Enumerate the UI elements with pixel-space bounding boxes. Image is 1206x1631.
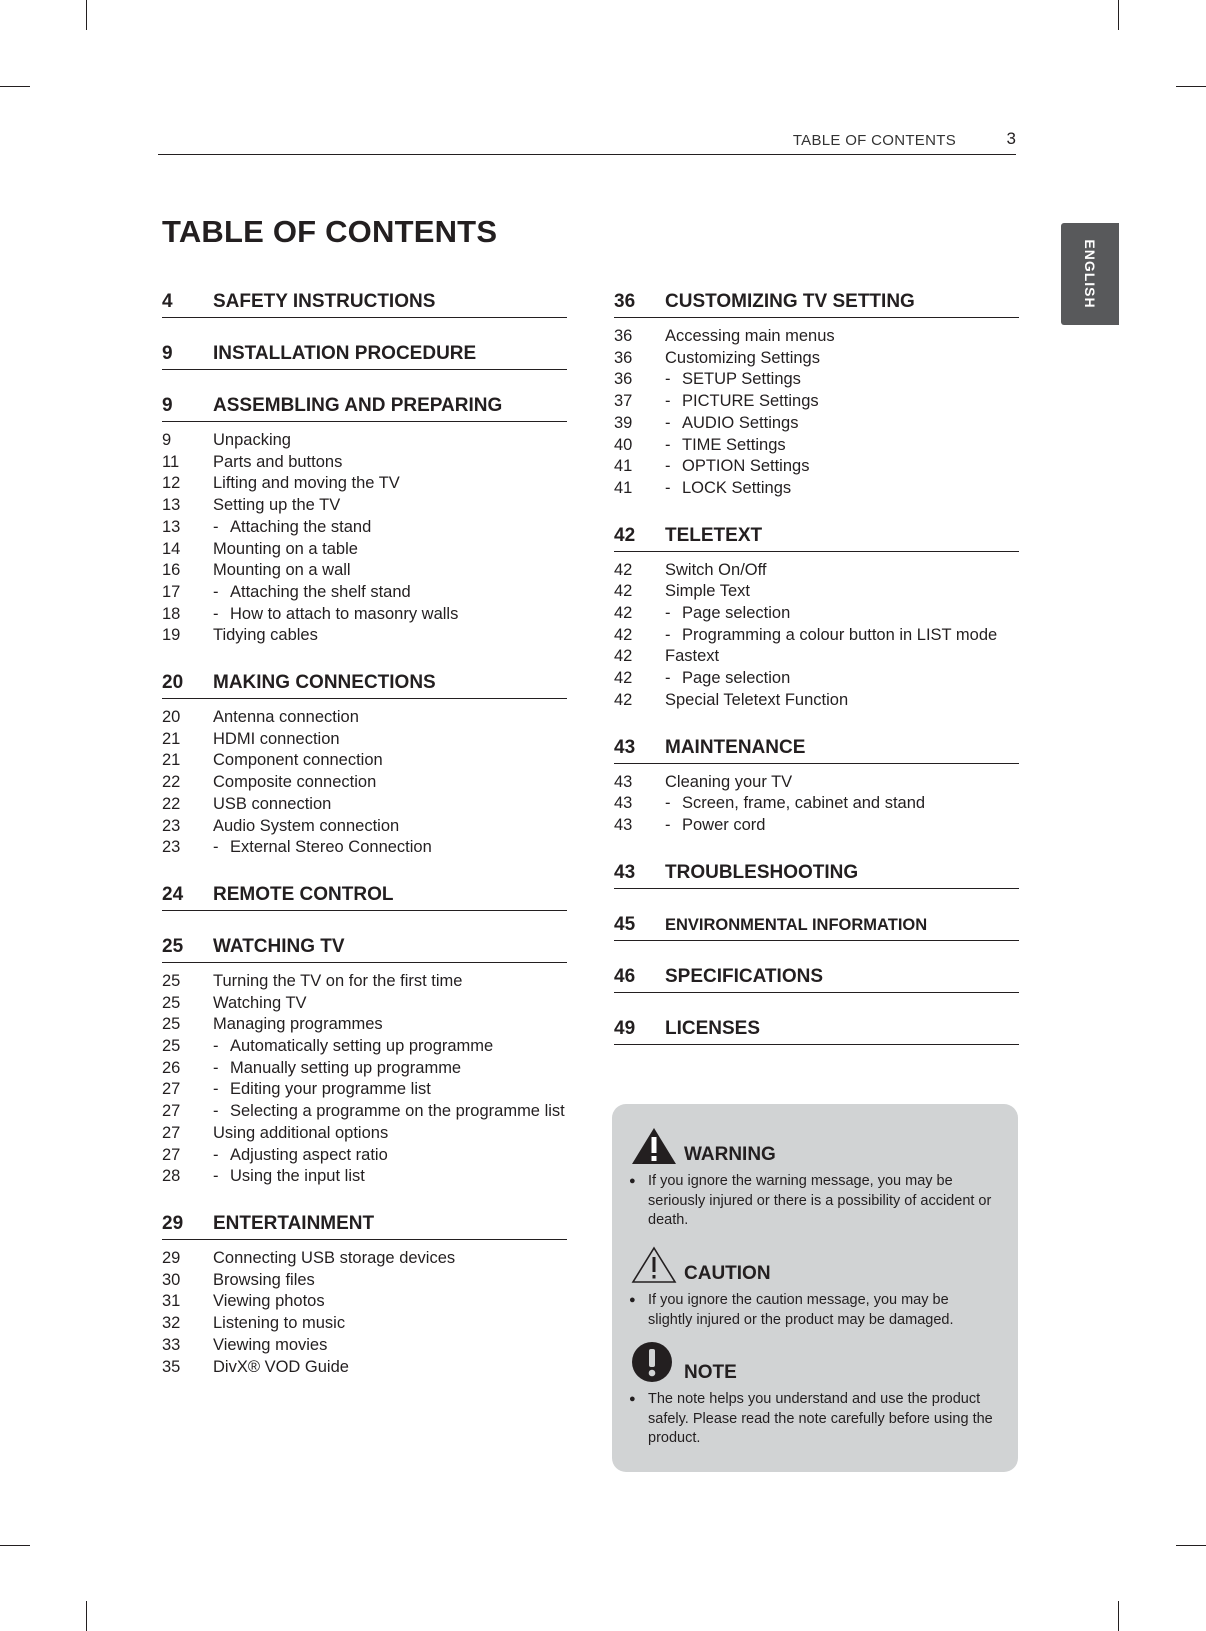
entry-text: USB connection: [213, 794, 332, 813]
note-icon: [630, 1340, 674, 1384]
toc-subentry[interactable]: [162, 582, 567, 604]
toc-subentry[interactable]: [614, 478, 1019, 500]
toc-entry[interactable]: [162, 452, 567, 474]
toc-subentry[interactable]: [614, 369, 1019, 391]
section-heading[interactable]: [614, 737, 1019, 764]
entry-text: - SETUP Settings: [665, 369, 1019, 391]
entry-text: Audio System connection: [213, 816, 400, 835]
section-heading[interactable]: [162, 291, 567, 318]
entry-text: Viewing movies: [213, 1335, 328, 1354]
section-page-number: 9: [162, 395, 173, 416]
entry-page-number: 35: [162, 1357, 181, 1376]
entry-page-number: 36: [614, 348, 633, 367]
toc-section: [614, 914, 1019, 941]
running-title: TABLE OF CONTENTS: [792, 132, 956, 149]
section-title: INSTALLATION PROCEDURE: [213, 343, 477, 364]
entry-text: Using additional options: [213, 1123, 389, 1142]
toc-subentry[interactable]: [614, 668, 1019, 690]
entry-page-number: 41: [614, 478, 633, 497]
entry-text: Listening to music: [213, 1314, 346, 1333]
toc-subentry[interactable]: [614, 815, 1019, 837]
entry-page-number: 25: [162, 993, 181, 1012]
toc-entry[interactable]: [162, 971, 567, 993]
note-text: ● The note helps you understand and use the product safely. Please read the note carefully before using the product.: [648, 1390, 994, 1449]
toc-entry[interactable]: [614, 581, 1019, 603]
toc-section: [614, 966, 1019, 993]
toc-section: [614, 1018, 1019, 1045]
entry-page-number: 13: [162, 496, 181, 515]
caution-icon: [630, 1245, 678, 1285]
toc-entry[interactable]: [162, 539, 567, 561]
toc-left-column: [162, 291, 567, 1403]
toc-entry[interactable]: [162, 1270, 567, 1292]
entry-page-number: 36: [614, 327, 633, 345]
caution-text: ● If you ignore the caution message, you may be slightly injured or the product may be damaged.: [648, 1291, 994, 1330]
toc-entry[interactable]: [162, 1014, 567, 1036]
section-page-number: 43: [614, 861, 636, 883]
entry-page-number: 43: [614, 815, 633, 834]
entry-text: Special Teletext Function: [665, 690, 849, 709]
entry-text: - AUDIO Settings: [665, 413, 1019, 435]
section-title: SPECIFICATIONS: [665, 965, 823, 987]
entry-page-number: 42: [614, 604, 633, 623]
entry-text: - Manually setting up programme: [213, 1058, 567, 1080]
entry-page-number: 42: [614, 582, 633, 601]
toc-entry[interactable]: [162, 430, 567, 452]
toc-subentry[interactable]: [162, 1036, 567, 1058]
section-title: WATCHING TV: [213, 935, 345, 957]
entry-text: Turning the TV on for the first time: [213, 971, 463, 990]
toc-entry[interactable]: [162, 772, 567, 794]
running-header: [158, 128, 1016, 155]
toc-subentry[interactable]: [614, 413, 1019, 435]
entry-page-number: 16: [162, 561, 181, 580]
section-page-number: 45: [614, 913, 636, 935]
section-title: LICENSES: [665, 1017, 761, 1039]
entry-text: HDMI connection: [213, 729, 340, 748]
toc-entry[interactable]: [162, 816, 567, 838]
warning-icon: [630, 1126, 678, 1166]
section-title: REMOTE CONTROL: [213, 883, 394, 905]
section-page-number: 20: [162, 672, 184, 694]
entry-page-number: 12: [162, 474, 181, 493]
entry-page-number: 36: [614, 370, 633, 389]
entry-text: Viewing photos: [213, 1292, 325, 1311]
toc-section: [162, 395, 567, 647]
note-notice: [612, 1344, 1018, 1449]
toc-entry[interactable]: [162, 1357, 567, 1379]
entry-page-number: 23: [162, 838, 181, 857]
crop-mark: [1118, 1601, 1119, 1631]
entry-page-number: 33: [162, 1335, 181, 1354]
warning-notice: [612, 1126, 1018, 1231]
section-heading[interactable]: [162, 343, 567, 370]
section-page-number: 24: [162, 883, 184, 905]
entry-text: Watching TV: [213, 993, 307, 1012]
entry-text: Cleaning your TV: [665, 772, 793, 791]
entry-page-number: 42: [614, 690, 633, 709]
section-page-number: 42: [614, 524, 636, 546]
entry-text: - Selecting a programme on the programme list: [213, 1101, 567, 1123]
entry-text: - OPTION Settings: [665, 456, 1019, 478]
entry-text: - Page selection: [665, 668, 1019, 690]
entry-text: - TIME Settings: [665, 435, 1019, 457]
warning-text: ● If you ignore the warning message, you may be seriously injured or there is a possibility of accident or death.: [648, 1172, 994, 1231]
entry-text: Component connection: [213, 751, 383, 770]
section-page-number: 49: [614, 1017, 636, 1039]
toc-section: [614, 737, 1019, 837]
crop-mark: [86, 0, 87, 30]
toc-entry[interactable]: [162, 1335, 567, 1357]
toc-entry[interactable]: [614, 690, 1019, 712]
toc-subentry[interactable]: [162, 1166, 567, 1188]
section-page-number: 46: [614, 965, 636, 987]
section-page-number: 29: [162, 1212, 184, 1234]
toc-section: [162, 291, 567, 318]
toc-entry[interactable]: [162, 1123, 567, 1145]
entry-page-number: 39: [614, 413, 633, 432]
entry-page-number: 27: [162, 1145, 181, 1164]
entry-text: Accessing main menus: [665, 327, 835, 345]
section-page-number: 36: [614, 291, 636, 312]
entry-page-number: 25: [162, 1037, 181, 1056]
entry-text: Browsing files: [213, 1270, 315, 1289]
language-tab: [1061, 223, 1119, 325]
crop-mark: [1176, 1545, 1206, 1546]
section-title: ENVIRONMENTAL INFORMATION: [665, 915, 928, 934]
entry-page-number: 42: [614, 625, 633, 644]
entry-page-number: 37: [614, 392, 633, 411]
warning-title: WARNING: [684, 1144, 776, 1165]
entry-text: Lifting and moving the TV: [213, 474, 400, 493]
toc-subentry[interactable]: [614, 435, 1019, 457]
entry-text: Mounting on a table: [213, 539, 358, 558]
toc-entry[interactable]: [162, 625, 567, 647]
toc-section: [162, 884, 567, 911]
entry-page-number: 42: [614, 647, 633, 666]
entry-text: Tidying cables: [213, 626, 318, 645]
section-heading[interactable]: [162, 936, 567, 963]
entry-text: DivX® VOD Guide: [213, 1357, 349, 1376]
entry-text: - Adjusting aspect ratio: [213, 1145, 567, 1167]
entry-text: - Using the input list: [213, 1166, 567, 1188]
section-title: SAFETY INSTRUCTIONS: [213, 291, 436, 312]
page-title: TABLE OF CONTENTS: [162, 214, 498, 249]
entry-page-number: 30: [162, 1270, 181, 1289]
section-heading[interactable]: [162, 884, 567, 911]
toc-entry[interactable]: [162, 707, 567, 729]
entry-text: - Programming a colour button in LIST mode: [665, 625, 1019, 647]
toc-section: [614, 862, 1019, 889]
entry-page-number: 40: [614, 435, 633, 454]
entry-text: Switch On/Off: [665, 560, 767, 579]
entry-page-number: 29: [162, 1248, 181, 1267]
toc-subentry[interactable]: [614, 603, 1019, 625]
caution-notice: [612, 1245, 1018, 1330]
entry-text: Managing programmes: [213, 1015, 383, 1034]
section-page-number: 4: [162, 291, 173, 312]
entry-page-number: 42: [614, 560, 633, 579]
entry-page-number: 14: [162, 539, 181, 558]
crop-mark: [1176, 86, 1206, 87]
toc-subentry[interactable]: [162, 517, 567, 539]
toc-entry[interactable]: [614, 348, 1019, 370]
toc-section: [614, 291, 1019, 500]
toc-subentry[interactable]: [162, 1058, 567, 1080]
entry-text: Unpacking: [213, 431, 291, 449]
section-heading[interactable]: [614, 291, 1019, 318]
entry-text: Simple Text: [665, 582, 750, 601]
section-title: TROUBLESHOOTING: [665, 861, 859, 883]
section-heading[interactable]: [614, 862, 1019, 889]
section-heading[interactable]: [614, 966, 1019, 993]
entry-page-number: 21: [162, 729, 181, 748]
language-tab-label: ENGLISH: [1082, 239, 1098, 309]
entry-text: - How to attach to masonry walls: [213, 604, 567, 626]
caution-title: CAUTION: [684, 1263, 771, 1284]
toc-section: [162, 936, 567, 1188]
entry-text: - Page selection: [665, 603, 1019, 625]
entry-page-number: 32: [162, 1314, 181, 1333]
toc-section: [614, 525, 1019, 712]
entry-page-number: 20: [162, 708, 181, 727]
section-heading[interactable]: [162, 672, 567, 699]
section-page-number: 9: [162, 343, 173, 364]
toc-entry[interactable]: [614, 646, 1019, 668]
toc-subentry[interactable]: [614, 793, 1019, 815]
entry-page-number: 41: [614, 457, 633, 476]
entry-page-number: 25: [162, 1015, 181, 1034]
entry-text: Connecting USB storage devices: [213, 1248, 456, 1267]
toc-entry[interactable]: [162, 794, 567, 816]
crop-mark: [86, 1601, 87, 1631]
entry-page-number: 27: [162, 1102, 181, 1121]
entry-text: - Automatically setting up programme: [213, 1036, 567, 1058]
toc-entry[interactable]: [614, 326, 1019, 348]
entry-text: - Editing your programme list: [213, 1079, 567, 1101]
entry-page-number: 42: [614, 669, 633, 688]
toc-entry[interactable]: [162, 473, 567, 495]
section-page-number: 43: [614, 736, 636, 758]
entry-page-number: 26: [162, 1058, 181, 1077]
toc-entry[interactable]: [162, 1313, 567, 1335]
entry-page-number: 27: [162, 1123, 181, 1142]
entry-page-number: 21: [162, 751, 181, 770]
toc-subentry[interactable]: [162, 1145, 567, 1167]
entry-page-number: 17: [162, 582, 181, 601]
section-title: CUSTOMIZING TV SETTING: [665, 291, 915, 312]
entry-text: Customizing Settings: [665, 348, 820, 367]
entry-page-number: 23: [162, 816, 181, 835]
entry-text: Setting up the TV: [213, 496, 341, 515]
toc-subentry[interactable]: [162, 604, 567, 626]
entry-text: - External Stereo Connection: [213, 837, 567, 859]
crop-mark: [1118, 0, 1119, 30]
toc-subentry[interactable]: [614, 391, 1019, 413]
section-title: MAINTENANCE: [665, 736, 806, 758]
entry-page-number: 27: [162, 1080, 181, 1099]
section-title: TELETEXT: [665, 524, 763, 546]
entry-text: - Screen, frame, cabinet and stand: [665, 793, 1019, 815]
section-title: MAKING CONNECTIONS: [213, 672, 436, 694]
toc-subentry[interactable]: [614, 625, 1019, 647]
entry-page-number: 22: [162, 794, 181, 813]
entry-text: - Attaching the shelf stand: [213, 582, 567, 604]
toc-entry[interactable]: [162, 993, 567, 1015]
toc-entry[interactable]: [162, 729, 567, 751]
toc-entry[interactable]: [162, 1291, 567, 1313]
toc-right-column: [614, 291, 1019, 1070]
entry-text: - Attaching the stand: [213, 517, 567, 539]
entry-text: Mounting on a wall: [213, 561, 351, 580]
notice-box: [612, 1104, 1018, 1472]
section-heading[interactable]: [162, 395, 567, 422]
toc-entry[interactable]: [614, 772, 1019, 794]
toc-section: [162, 672, 567, 859]
toc-entry[interactable]: [162, 495, 567, 517]
entry-page-number: 25: [162, 971, 181, 990]
entry-text: - Power cord: [665, 815, 1019, 837]
toc-entry[interactable]: [162, 1248, 567, 1270]
toc-section: [162, 343, 567, 370]
entry-page-number: 19: [162, 626, 181, 645]
section-heading[interactable]: [162, 1213, 567, 1240]
toc-entry[interactable]: [614, 560, 1019, 582]
crop-mark: [0, 1545, 30, 1546]
toc-entry[interactable]: [162, 750, 567, 772]
toc-entry[interactable]: [162, 560, 567, 582]
page-number: 3: [1006, 129, 1016, 148]
entry-page-number: 11: [162, 452, 180, 471]
entry-text: Parts and buttons: [213, 452, 343, 471]
entry-page-number: 9: [162, 431, 172, 449]
toc-subentry[interactable]: [162, 837, 567, 859]
section-page-number: 25: [162, 935, 184, 957]
section-heading[interactable]: [614, 525, 1019, 552]
crop-mark: [0, 86, 30, 87]
toc-subentry[interactable]: [614, 456, 1019, 478]
toc-section: [162, 1213, 567, 1378]
entry-text: Antenna connection: [213, 708, 359, 727]
entry-text: - LOCK Settings: [665, 478, 1019, 500]
entry-page-number: 31: [162, 1292, 181, 1311]
entry-page-number: 43: [614, 772, 633, 791]
entry-page-number: 22: [162, 773, 181, 792]
section-title: ASSEMBLING AND PREPARING: [213, 395, 503, 416]
entry-page-number: 43: [614, 794, 633, 813]
entry-text: - PICTURE Settings: [665, 391, 1019, 413]
toc-subentry[interactable]: [162, 1079, 567, 1101]
entry-page-number: 18: [162, 604, 181, 623]
entry-page-number: 28: [162, 1167, 181, 1186]
section-title: ENTERTAINMENT: [213, 1212, 375, 1234]
entry-text: Composite connection: [213, 773, 377, 792]
section-heading[interactable]: [614, 1018, 1019, 1045]
toc-subentry[interactable]: [162, 1101, 567, 1123]
entry-page-number: 13: [162, 517, 181, 536]
entry-text: Fastext: [665, 647, 720, 666]
note-title: NOTE: [684, 1362, 737, 1383]
section-heading[interactable]: [614, 914, 1019, 941]
